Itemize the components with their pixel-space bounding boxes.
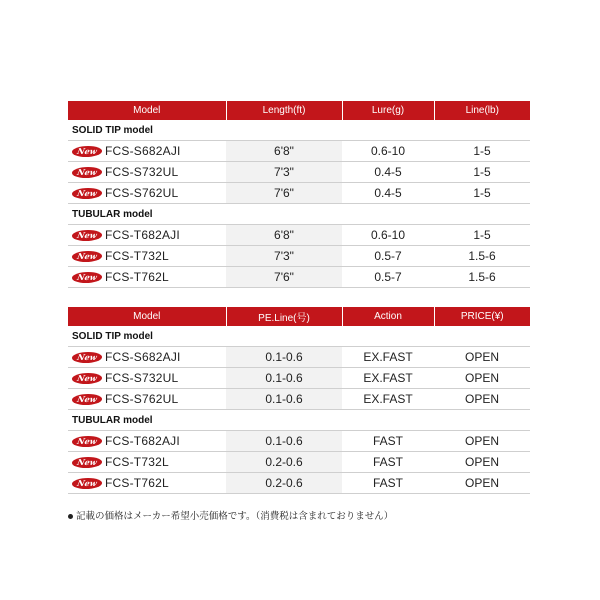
model-cell [68, 368, 226, 389]
price-cell: OPEN [434, 452, 530, 473]
new-badge-icon: New [71, 272, 103, 283]
line-cell: 1-5 [434, 225, 530, 246]
length-cell: 7'3" [226, 162, 342, 183]
column-header-lure: Lure(g) [342, 101, 434, 120]
length-cell: 6'8" [226, 141, 342, 162]
price-cell: OPEN [434, 431, 530, 452]
column-header-pe-line: PE.Line(号) [226, 307, 342, 326]
new-badge-icon: New [71, 146, 103, 157]
pe-line-cell: 0.2-0.6 [226, 473, 342, 494]
model-cell [68, 162, 226, 183]
table-row [68, 246, 530, 267]
line-cell: 1.5-6 [434, 267, 530, 288]
model-cell [68, 183, 226, 204]
model-name: FCS-S682AJI [105, 350, 181, 365]
action-cell: EX.FAST [342, 389, 434, 410]
new-badge-icon: New [71, 394, 103, 405]
model-cell [68, 267, 226, 288]
pe-line-cell: 0.1-0.6 [226, 347, 342, 368]
line-cell: 1-5 [434, 162, 530, 183]
line-cell: 1.5-6 [434, 246, 530, 267]
price-cell: OPEN [434, 473, 530, 494]
table-row [68, 141, 530, 162]
action-cell: FAST [342, 452, 434, 473]
lure-cell: 0.4-5 [342, 183, 434, 204]
column-header-model: Model [68, 307, 226, 326]
pe-line-cell: 0.1-0.6 [226, 389, 342, 410]
price-note-text: 記載の価格はメーカー希望小売価格です。（消費税は含まれておりません） [76, 511, 394, 522]
table-row [68, 183, 530, 204]
group-row-tubular [68, 410, 530, 431]
model-cell [68, 347, 226, 368]
length-cell: 7'3" [226, 246, 342, 267]
new-badge-icon: New [71, 478, 103, 489]
action-cell: EX.FAST [342, 368, 434, 389]
column-header-length: Length(ft) [226, 101, 342, 120]
line-cell: 1-5 [434, 183, 530, 204]
price-cell: OPEN [434, 347, 530, 368]
table-row [68, 368, 530, 389]
group-label: TUBULAR model [68, 410, 530, 431]
lure-cell: 0.6-10 [342, 141, 434, 162]
length-cell: 7'6" [226, 183, 342, 204]
column-header-line: Line(lb) [434, 101, 530, 120]
new-badge-icon: New [71, 251, 103, 262]
model-name: FCS-T732L [105, 249, 169, 264]
lure-cell: 0.4-5 [342, 162, 434, 183]
group-label: TUBULAR model [68, 204, 530, 225]
action-cell: EX.FAST [342, 347, 434, 368]
pe-line-cell: 0.2-0.6 [226, 452, 342, 473]
model-cell [68, 452, 226, 473]
new-badge-icon: New [71, 167, 103, 178]
price-note [68, 508, 393, 522]
model-name: FCS-T682AJI [105, 434, 180, 449]
new-badge-icon: New [71, 352, 103, 363]
lure-cell: 0.6-10 [342, 225, 434, 246]
price-cell: OPEN [434, 389, 530, 410]
table-row [68, 431, 530, 452]
table-row [68, 347, 530, 368]
table-row [68, 162, 530, 183]
model-name: FCS-T762L [105, 476, 169, 491]
group-row-solid-tip [68, 326, 530, 347]
model-cell [68, 246, 226, 267]
group-label: SOLID TIP model [68, 326, 530, 347]
length-cell: 7'6" [226, 267, 342, 288]
spec-table-peline-action-price [68, 307, 530, 494]
table-header-row [68, 307, 530, 326]
new-badge-icon: New [71, 230, 103, 241]
table-row [68, 389, 530, 410]
length-cell: 6'8" [226, 225, 342, 246]
model-name: FCS-T682AJI [105, 228, 180, 243]
pe-line-cell: 0.1-0.6 [226, 368, 342, 389]
lure-cell: 0.5-7 [342, 246, 434, 267]
action-cell: FAST [342, 473, 434, 494]
price-cell: OPEN [434, 368, 530, 389]
model-name: FCS-S732UL [105, 371, 179, 386]
group-row-solid-tip [68, 120, 530, 141]
pe-line-cell: 0.1-0.6 [226, 431, 342, 452]
table-row [68, 473, 530, 494]
table-row [68, 225, 530, 246]
model-cell [68, 225, 226, 246]
model-cell [68, 141, 226, 162]
model-cell [68, 389, 226, 410]
bullet-icon [68, 514, 73, 519]
group-row-tubular [68, 204, 530, 225]
model-name: FCS-T762L [105, 270, 169, 285]
model-cell [68, 473, 226, 494]
model-name: FCS-S732UL [105, 165, 179, 180]
table-row [68, 452, 530, 473]
new-badge-icon: New [71, 373, 103, 384]
line-cell: 1-5 [434, 141, 530, 162]
new-badge-icon: New [71, 188, 103, 199]
model-name: FCS-S762UL [105, 186, 179, 201]
table-header-row [68, 101, 530, 120]
lure-cell: 0.5-7 [342, 267, 434, 288]
model-name: FCS-T732L [105, 455, 169, 470]
column-header-action: Action [342, 307, 434, 326]
model-cell [68, 431, 226, 452]
action-cell: FAST [342, 431, 434, 452]
new-badge-icon: New [71, 436, 103, 447]
column-header-price: PRICE(¥) [434, 307, 530, 326]
column-header-model: Model [68, 101, 226, 120]
model-name: FCS-S682AJI [105, 144, 181, 159]
model-name: FCS-S762UL [105, 392, 179, 407]
group-label: SOLID TIP model [68, 120, 530, 141]
spec-table-length-lure-line [68, 101, 530, 288]
new-badge-icon: New [71, 457, 103, 468]
table-row [68, 267, 530, 288]
